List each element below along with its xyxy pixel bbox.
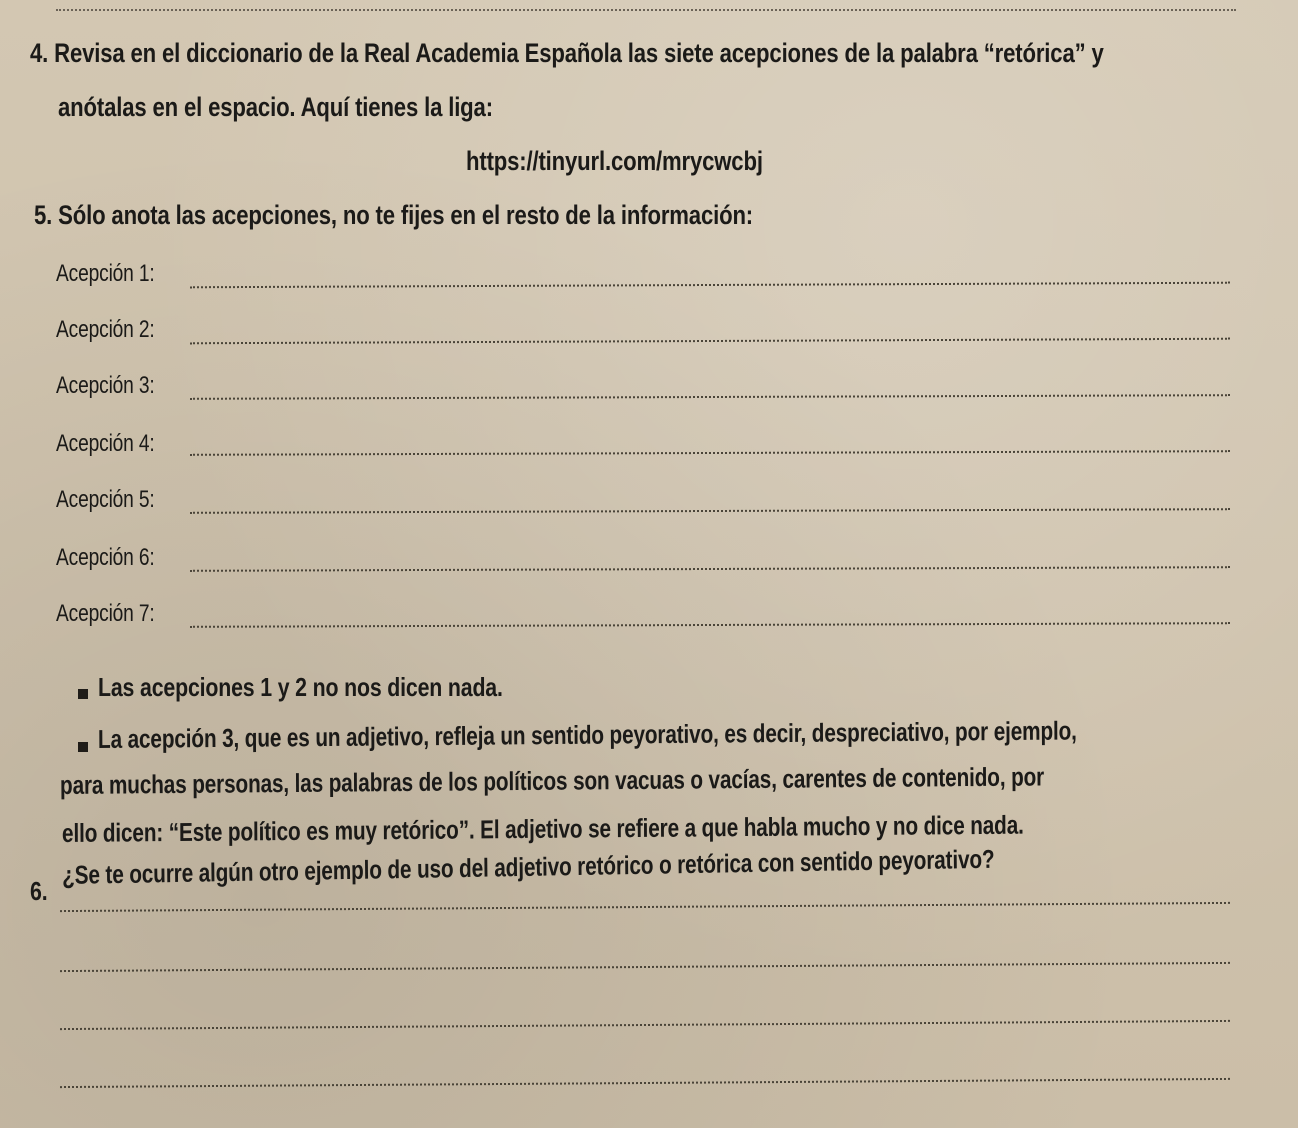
q6-answer-line-1[interactable] bbox=[60, 902, 1230, 912]
q6-answer-line-2[interactable] bbox=[60, 962, 1230, 972]
acepcion-3-answer-line[interactable] bbox=[190, 394, 1230, 400]
bullet-2-line-3: ello dicen: “Este político es muy retórico”. El adjetivo se refiere a que habla mucho y no dice nada. bbox=[61, 809, 1024, 848]
acepcion-1-label: Acepción 1: bbox=[56, 260, 155, 287]
bullet-square-icon bbox=[78, 689, 88, 699]
q4-line-2: anótalas en el espacio. Aquí tienes la liga: bbox=[58, 92, 493, 122]
acepcion-6-label: Acepción 6: bbox=[56, 544, 155, 571]
q4-url[interactable]: https://tinyurl.com/mrycwcbj bbox=[466, 146, 763, 176]
acepcion-4-label: Acepción 4: bbox=[56, 430, 155, 457]
acepcion-7-answer-line[interactable] bbox=[190, 622, 1230, 628]
bullet-square-icon bbox=[78, 742, 88, 752]
q4-line-1: 4. Revisa en el diccionario de la Real Academia Española las siete acepciones de la palabra “retórica” y bbox=[30, 38, 1104, 68]
acepcion-2-answer-line[interactable] bbox=[190, 338, 1230, 345]
acepcion-4-answer-line[interactable] bbox=[190, 450, 1230, 456]
q6-answer-line-3[interactable] bbox=[60, 1020, 1230, 1030]
bullet-1-text: Las acepciones 1 y 2 no nos dicen nada. bbox=[98, 672, 503, 702]
acepcion-2-label: Acepción 2: bbox=[56, 316, 155, 343]
q6-number: 6. bbox=[30, 876, 48, 906]
bullet-2-line-1: La acepción 3, que es un adjetivo, refleja un sentido peyorativo, es decir, despreciativo, por ejemplo, bbox=[97, 715, 1077, 754]
q6-answer-line-4[interactable] bbox=[60, 1078, 1230, 1088]
acepcion-6-answer-line[interactable] bbox=[190, 566, 1230, 572]
top-dotted-line bbox=[56, 9, 1236, 11]
acepcion-1-answer-line[interactable] bbox=[190, 282, 1230, 289]
acepcion-7-label: Acepción 7: bbox=[56, 600, 155, 627]
acepcion-5-label: Acepción 5: bbox=[56, 486, 155, 513]
acepcion-5-answer-line[interactable] bbox=[190, 508, 1230, 514]
q5-title: 5. Sólo anota las acepciones, no te fijes en el resto de la información: bbox=[34, 200, 754, 230]
bullet-2-line-2: para muchas personas, las palabras de los políticos son vacuas o vacías, carentes de contenido, por bbox=[59, 761, 1045, 800]
acepcion-3-label: Acepción 3: bbox=[56, 372, 155, 399]
q6-question: ¿Se te ocurre algún otro ejemplo de uso del adjetivo retórico o retórica con sentido peyorativo? bbox=[62, 843, 995, 890]
